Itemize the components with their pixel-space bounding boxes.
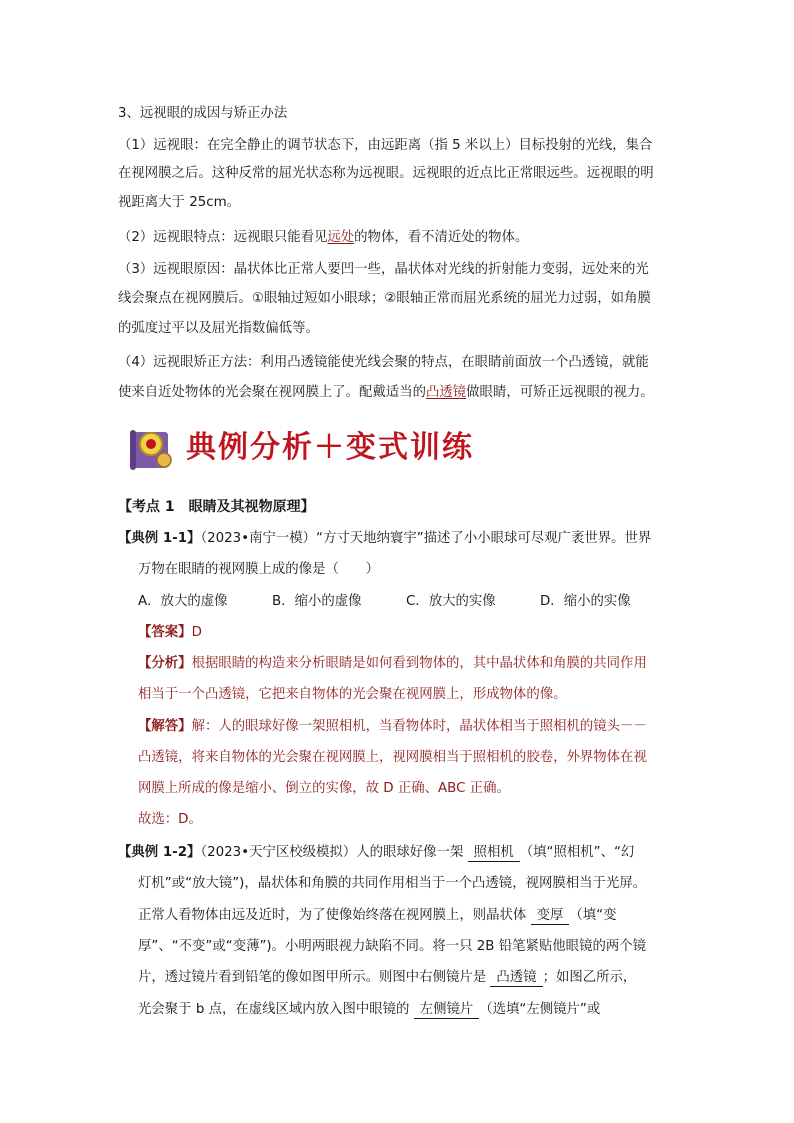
answer-value: D xyxy=(191,625,202,640)
example-1-2-pre: （2023•天宁区校级模拟）人的眼球好像一架 xyxy=(200,845,464,860)
blank-4: 左侧镜片 xyxy=(414,1002,480,1019)
paragraph-4-pre: 使来自近处物体的光会聚在视网膜上了。配戴适当的 xyxy=(118,385,426,400)
example-1-2-post: （填“照相机”、“幻 xyxy=(519,845,635,860)
example-1-1-line-2: 万物在眼睛的视网膜上成的像是（ ） xyxy=(138,562,380,577)
example-1-2-line-6 xyxy=(138,1001,600,1019)
highlight-far: 远处 xyxy=(327,230,355,245)
analysis-text-1: 根据眼睛的构造来分析眼睛是如何看到物体的，其中晶状体和角膜的共同作用 xyxy=(191,656,647,671)
paragraph-3-line-1: （3）远视眼原因：晶状体比正常人要凹一些，晶状体对光线的折射能力变弱，远处来的光 xyxy=(118,262,649,277)
section-heading: 3、远视眼的成因与矫正办法 xyxy=(118,106,288,121)
option-c: C．放大的实像 xyxy=(406,594,496,609)
option-d: D．缩小的实像 xyxy=(540,594,631,609)
blank-2: 变厚 xyxy=(531,908,570,925)
paragraph-2 xyxy=(118,229,528,247)
blank-3: 凸透镜 xyxy=(490,970,542,987)
example-1-2-line-1 xyxy=(118,844,634,862)
analysis-tag: 【分析】 xyxy=(138,656,192,671)
paragraph-4-post: 做眼睛，可矫正远视眼的视力。 xyxy=(466,385,654,400)
paragraph-3-line-2: 线会聚点在视网膜后。①眼轴过短如小眼球；②眼轴正常而屈光系统的屈光力过弱，如角膜 xyxy=(118,291,651,306)
example-1-1-line-1 xyxy=(118,530,651,548)
line-5-post: ；如图乙所示， xyxy=(542,970,637,985)
option-b: B．缩小的虚像 xyxy=(272,594,362,609)
line-3-pre: 正常人看物体由远及近时，为了使像始终落在视网膜上，则晶状体 xyxy=(138,908,527,923)
example-1-2-line-5 xyxy=(138,969,636,987)
solve-line-1 xyxy=(138,718,647,736)
paragraph-1-line-2: 在视网膜之后。这种反常的屈光状态称为远视眼。远视眼的近点比正常眼远些。远视眼的明 xyxy=(118,166,654,181)
example-1-1-tag: 【典例 1-1】 xyxy=(118,531,201,546)
line-3-post: （填“变 xyxy=(569,908,617,923)
paragraph-2-post: 的物体，看不清近处的物体。 xyxy=(354,230,529,245)
paragraph-4-line-2 xyxy=(118,384,654,402)
option-a: A．放大的虚像 xyxy=(138,594,228,609)
banner-title: 典例分析＋变式训练 xyxy=(186,430,474,465)
line-6-post: （选填“左侧镜片”或 xyxy=(479,1002,601,1017)
kaodian-heading: 【考点 1 眼睛及其视物原理】 xyxy=(118,499,315,515)
example-1-1-text: （2023•南宁一模）“方寸天地纳寰宇”描述了小小眼球可尽观广袤世界。世界 xyxy=(200,531,652,546)
paragraph-2-pre: （2）远视眼特点：远视眼只能看见 xyxy=(118,230,328,245)
highlight-convex-lens: 凸透镜 xyxy=(425,385,467,400)
analysis-line-1 xyxy=(138,655,647,673)
options-row xyxy=(138,593,631,611)
blank-1: 照相机 xyxy=(468,845,520,862)
example-1-2-line-3 xyxy=(138,907,616,925)
paragraph-3-line-3: 的弧度过平以及屈光指数偏低等。 xyxy=(118,321,319,336)
choice-line: 故选：D。 xyxy=(138,812,202,827)
answer-line xyxy=(138,624,202,642)
solve-line-2: 凸透镜，将来自物体的光会聚在视网膜上，视网膜相当于照相机的胶卷，外界物体在视 xyxy=(138,750,647,765)
paragraph-1-line-3: 视距离大于 25cm。 xyxy=(118,195,241,210)
analysis-line-2: 相当于一个凸透镜，它把来自物体的光会聚在视网膜上，形成物体的像。 xyxy=(138,687,567,702)
example-1-2-tag: 【典例 1-2】 xyxy=(118,845,201,860)
solve-text-1: 解：人的眼球好像一架照相机，当看物体时，晶状体相当于照相机的镜头－－ xyxy=(191,719,647,734)
paragraph-1-line-1: （1）远视眼：在完全静止的调节状态下，由远距离（指 5 米以上）目标投射的光线，集合 xyxy=(118,138,653,153)
example-1-2-line-2: 灯机”或“放大镜”)，晶状体和角膜的共同作用相当于一个凸透镜，视网膜相当于光屏。 xyxy=(138,876,647,891)
solve-tag: 【解答】 xyxy=(138,719,192,734)
line-6-pre: 光会聚于 b 点，在虚线区域内放入图中眼镜的 xyxy=(138,1002,410,1017)
answer-tag: 【答案】 xyxy=(138,625,192,640)
scroll-icon xyxy=(126,422,182,474)
section-banner xyxy=(126,422,474,474)
solve-line-3: 网膜上所成的像是缩小、倒立的实像，故 D 正确、ABC 正确。 xyxy=(138,781,510,796)
example-1-2-line-4: 厚”、“不变”或“变薄”)。小明两眼视力缺陷不同。将一只 2B 铅笔紧贴他眼镜的两个镜 xyxy=(138,939,647,954)
paragraph-4-line-1: （4）远视眼矫正方法：利用凸透镜能使光线会聚的特点，在眼睛前面放一个凸透镜，就能 xyxy=(118,355,649,370)
line-5-pre: 片，透过镜片看到铅笔的像如图甲所示。则图中右侧镜片是 xyxy=(138,970,487,985)
